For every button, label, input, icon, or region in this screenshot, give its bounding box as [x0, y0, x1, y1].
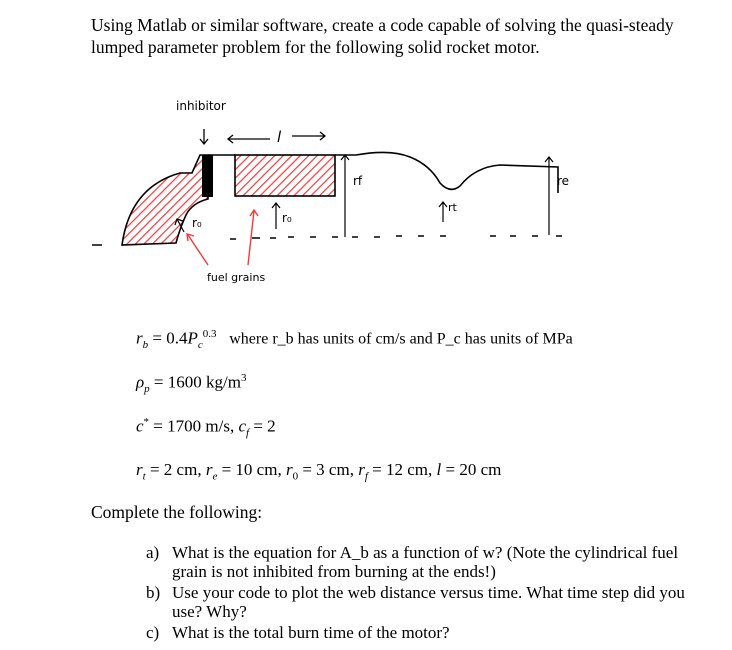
re-arrow	[545, 157, 553, 235]
density-equation: $\rho_p = 1600$ $kg/m^3$	[136, 372, 247, 396]
rf-arrow	[341, 155, 349, 237]
fuel-grain-label: fuel grains	[207, 271, 266, 284]
inhibitor-label: inhibitor	[176, 99, 226, 113]
complete-label: Complete the following:	[91, 502, 263, 522]
question-list	[146, 543, 706, 644]
ro-arrow-mid	[272, 203, 280, 229]
burn-rate-note: where r_b has units of cm/s and P_c has units of MPa	[229, 330, 573, 348]
burn-rate-equation: $r_b = 0.4P_c^{0.3}$ where r_b has units of cm/s and P_c has units of MPa	[136, 328, 573, 352]
question-a: a) What is the equation for A_b as a function of w? (Note the cylindrical fuel grain is not inhibited from burning at the ends!)	[146, 543, 679, 581]
length-label: l	[277, 128, 282, 146]
rt-label: rt	[448, 201, 457, 214]
intro-paragraph: Using Matlab or similar software, create a code capable of solving the quasi-steady lumped parameter problem for the following solid rocket motor.	[91, 15, 674, 57]
inhibitor-arrow	[200, 129, 208, 144]
dimensions-equation: $r_t = 2$ cm, $r_e = 10$ cm, $r_0 = 3$ cm, $r_f = 12$ cm, l = 20 cm	[136, 460, 502, 483]
rf-label: rf	[353, 174, 363, 188]
ro-label-aft: r₀	[192, 216, 202, 230]
inhibitor-block	[202, 155, 213, 197]
question-c: c) What is the total burn time of the motor?	[146, 623, 450, 642]
rt-arrow	[439, 202, 447, 222]
ro-label-mid: r₀	[282, 211, 292, 225]
aft-grain-section	[122, 155, 208, 245]
cylindrical-grain	[235, 155, 335, 196]
cstar-cf-equation: c* = 1700 m/s, $c_f = 2$	[136, 416, 276, 440]
rocket-motor-diagram	[80, 95, 600, 310]
question-b: b) Use your code to plot the web distance versus time. What time step did you use? Why?	[146, 583, 685, 621]
re-label: re	[557, 174, 570, 188]
